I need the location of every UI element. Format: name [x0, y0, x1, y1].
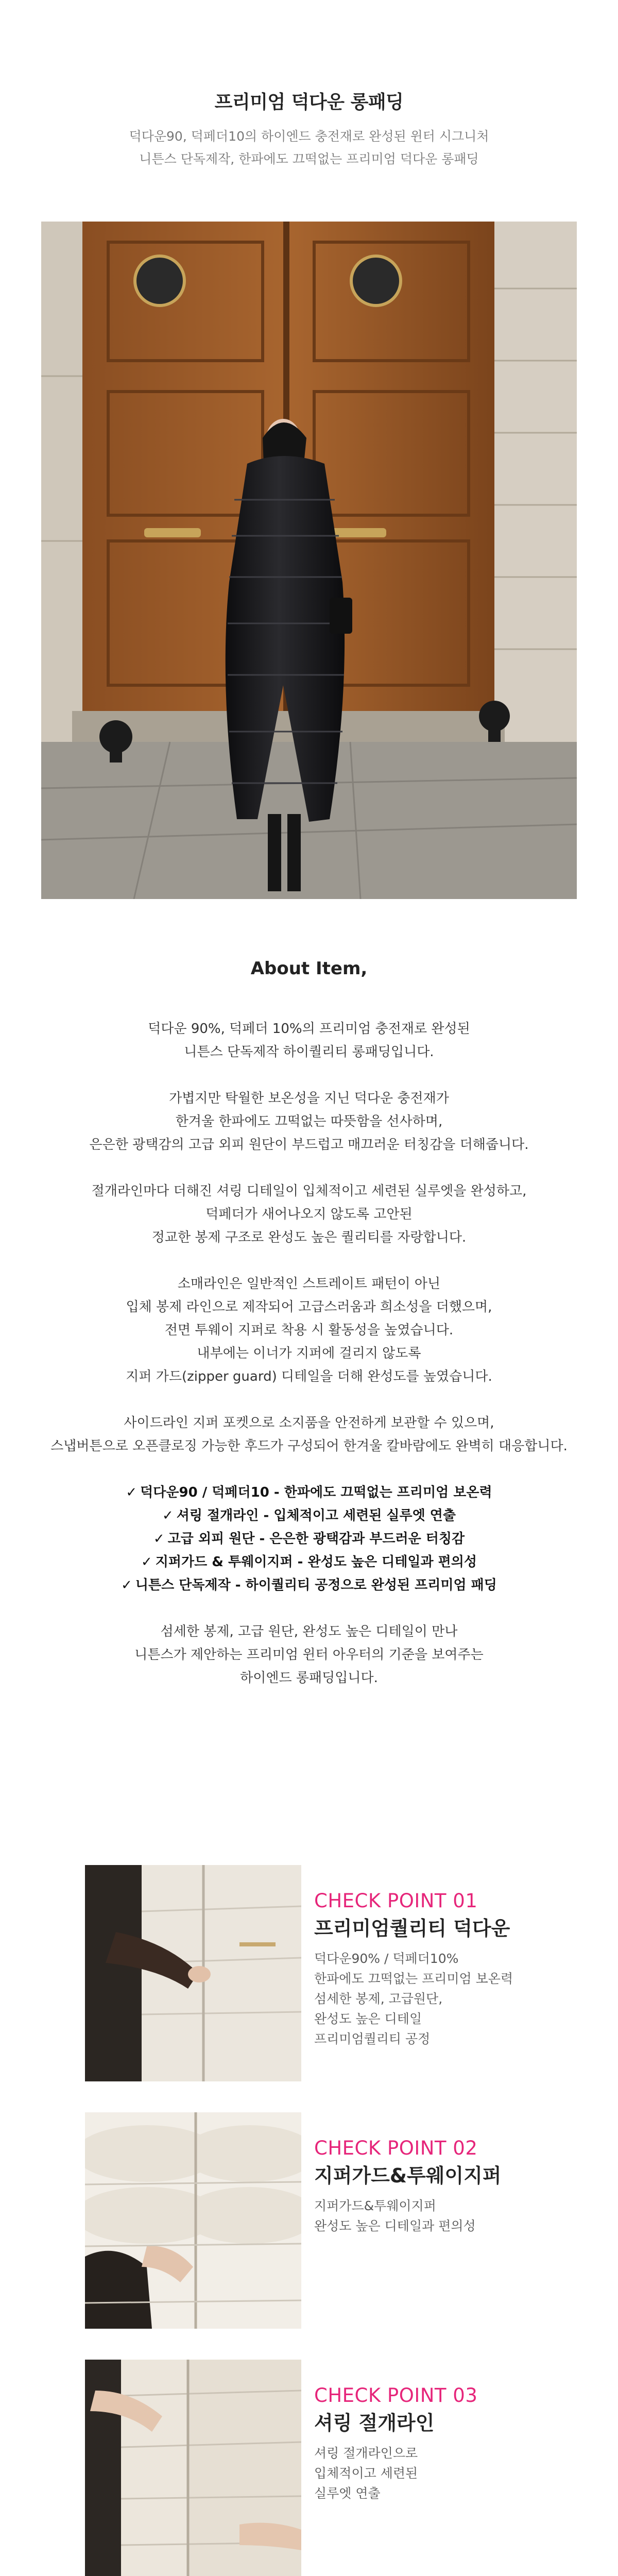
feature-text: 셔링 절개라인 - 입체적이고 세련된 실루엣 연출: [176, 1508, 456, 1523]
about-title: About Item,: [250, 958, 368, 979]
desc-line: 셔링 절개라인으로: [314, 2446, 418, 2461]
check-point-03: [85, 2360, 554, 2576]
about-line: 가볍지만 탁월한 보온성을 지닌 덕다운 충전재가: [169, 1091, 449, 1106]
check-point-01: [85, 1865, 554, 2081]
check-point-label: CHECK POINT 03: [314, 2384, 478, 2406]
about-line: 하이엔드 롱패딩입니다.: [240, 1670, 378, 1686]
feature-item: [0, 1574, 618, 1597]
desc-line: 덕다운90% / 덕페더10%: [314, 1951, 459, 1966]
about-line: 덕다운 90%, 덕페더 10%의 프리미엄 충전재로 완성된: [148, 1021, 470, 1037]
page-title: 프리미엄 덕다운 롱패딩: [214, 92, 404, 113]
about-line: 내부에는 이너가 지퍼에 걸리지 않도록: [197, 1346, 421, 1361]
feature-item: [0, 1504, 618, 1528]
check-icon: ✓: [153, 1531, 165, 1547]
feature-item: [0, 1481, 618, 1504]
about-line: 덕페더가 새어나오지 않도록 고안된: [205, 1207, 413, 1222]
about-line: 스냅버튼으로 오픈클로징 가능한 후드가 구성되어 한겨울 칼바람에도 완벽히 대응합니다.: [50, 1438, 568, 1454]
check-point-02: [85, 2112, 554, 2329]
desc-line: 프리미엄퀄리티 공정: [314, 2031, 431, 2046]
desc-line: 지퍼가드&투웨이지퍼: [314, 2198, 436, 2213]
check-point-title: 지퍼가드&투웨이지퍼: [314, 2164, 502, 2187]
about-paragraph: [0, 1018, 618, 1064]
check-point-title: 프리미엄퀄리티 덕다운: [314, 1917, 510, 1940]
check-point-title: 셔링 절개라인: [314, 2412, 435, 2434]
about-line: 소매라인은 일반적인 스트레이트 패턴이 아닌: [177, 1276, 441, 1292]
feature-text: 고급 외피 원단 - 은은한 광택감과 부드러운 터칭감: [167, 1531, 465, 1547]
check-point-02-text: [314, 2137, 551, 2236]
about-line: 전면 투웨이 지퍼로 착용 시 활동성을 높였습니다.: [164, 1323, 454, 1338]
about-paragraph: [0, 1273, 618, 1388]
about-line: 은은한 광택감의 고급 외피 원단이 부드럽고 매끄러운 터칭감을 더해줍니다.: [89, 1137, 529, 1153]
desc-line: 섬세한 봉제, 고급원단,: [314, 1991, 443, 2006]
check-point-02-photo: [85, 2112, 301, 2329]
desc-line: 완성도 높은 디테일: [314, 2011, 422, 2026]
check-point-03-photo: [85, 2360, 301, 2576]
check-point-03-text: [314, 2384, 551, 2503]
check-point-01-photo: [85, 1865, 301, 2081]
feature-item: [0, 1551, 618, 1574]
about-section: [0, 1018, 618, 1713]
about-line: 섬세한 봉제, 고급 원단, 완성도 높은 디테일이 만나: [160, 1624, 458, 1639]
feature-list: [0, 1481, 618, 1597]
hero-photo: [41, 222, 577, 899]
feature-text: 지퍼가드 & 투웨이지퍼 - 완성도 높은 디테일과 편의성: [155, 1554, 477, 1570]
desc-line: 입체적이고 세련된: [314, 2466, 418, 2481]
about-paragraph: [0, 1087, 618, 1157]
feature-text: 니튼스 단독제작 - 하이퀄리티 공정으로 완성된 프리미엄 패딩: [135, 1578, 497, 1593]
about-line: 한겨울 한파에도 끄떡없는 따뜻함을 선사하며,: [175, 1114, 443, 1129]
check-point-desc: [314, 2443, 551, 2503]
about-line: 지퍼 가드(zipper guard) 디테일을 더해 완성도를 높였습니다.: [126, 1369, 492, 1384]
about-line: 입체 봉제 라인으로 제작되어 고급스러움과 희소성을 더했으며,: [126, 1299, 492, 1315]
page-subtitle: [0, 125, 618, 171]
check-icon: ✓: [162, 1508, 174, 1523]
feature-item: [0, 1528, 618, 1551]
about-paragraph: [0, 1180, 618, 1249]
about-line: 절개라인마다 더해진 셔링 디테일이 입체적이고 세련된 실루엣을 완성하고,: [91, 1183, 527, 1199]
desc-line: 한파에도 끄떡없는 프리미엄 보온력: [314, 1971, 513, 1986]
about-closing: [0, 1620, 618, 1690]
about-line: 정교한 봉제 구조로 완성도 높은 퀄리티를 자랑합니다.: [151, 1230, 467, 1245]
check-point-label: CHECK POINT 01: [314, 1890, 478, 1912]
feature-text: 덕다운90 / 덕페더10 - 한파에도 끄떡없는 프리미엄 보온력: [140, 1485, 492, 1500]
desc-line: 실루엣 연출: [314, 2486, 381, 2501]
check-point-desc: [314, 2196, 551, 2236]
check-point-01-text: [314, 1890, 551, 2049]
check-point-desc: [314, 1948, 551, 2049]
subtitle-line: 니튼스 단독제작, 한파에도 끄떡없는 프리미엄 덕다운 롱패딩: [139, 151, 479, 166]
about-paragraph: [0, 1412, 618, 1458]
about-line: 사이드라인 지퍼 포켓으로 소지품을 안전하게 보관할 수 있으며,: [124, 1415, 494, 1431]
check-point-label: CHECK POINT 02: [314, 2137, 478, 2159]
desc-line: 완성도 높은 디테일과 편의성: [314, 2218, 476, 2233]
check-icon: ✓: [126, 1485, 138, 1500]
check-icon: ✓: [121, 1578, 132, 1593]
about-line: 니튼스 단독제작 하이퀄리티 롱패딩입니다.: [184, 1044, 434, 1060]
subtitle-line: 덕다운90, 덕페더10의 하이엔드 충전재로 완성된 윈터 시그니처: [129, 129, 489, 144]
check-icon: ✓: [141, 1554, 152, 1570]
about-line: 니튼스가 제안하는 프리미엄 윈터 아우터의 기준을 보여주는: [134, 1647, 484, 1663]
page-header: [0, 88, 618, 171]
